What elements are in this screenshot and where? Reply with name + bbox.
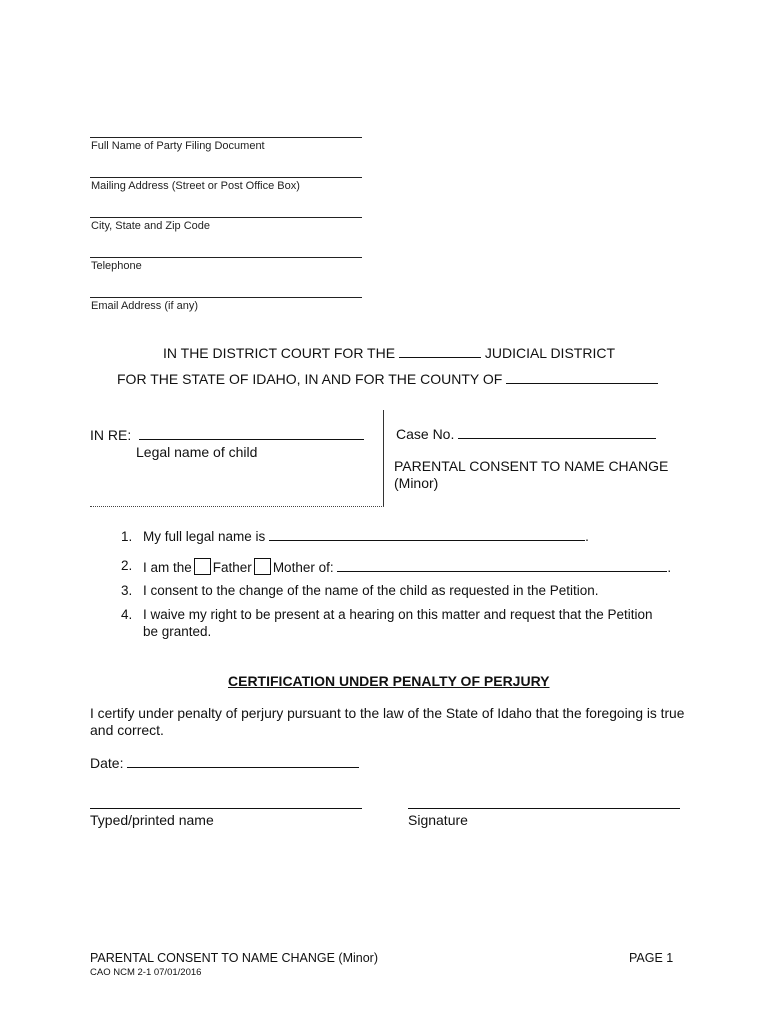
mailing-address-label: Mailing Address (Street or Post Office Box) bbox=[91, 180, 300, 192]
caption-bottom-rule bbox=[90, 506, 384, 507]
statement-2-prefix: I am the bbox=[143, 560, 192, 575]
mailing-address-line[interactable] bbox=[90, 177, 362, 178]
certification-line2: and correct. bbox=[90, 722, 164, 738]
date-line bbox=[90, 755, 359, 771]
signature-line[interactable] bbox=[408, 808, 680, 809]
child-name-statement-blank[interactable] bbox=[337, 571, 667, 572]
statement-2-number: 2. bbox=[121, 558, 133, 573]
date-blank[interactable] bbox=[127, 767, 359, 768]
footer-title: PARENTAL CONSENT TO NAME CHANGE (Minor) bbox=[90, 951, 379, 965]
judicial-district-blank[interactable] bbox=[399, 357, 481, 358]
statement-3-number: 3. bbox=[121, 583, 133, 598]
county-heading-text: FOR THE STATE OF IDAHO, IN AND FOR THE COUNTY OF bbox=[117, 371, 503, 387]
full-name-line[interactable] bbox=[90, 137, 362, 138]
in-re-line bbox=[90, 427, 364, 443]
in-re-label: IN RE: bbox=[90, 427, 132, 443]
city-state-zip-label: City, State and Zip Code bbox=[91, 220, 211, 232]
statement-1 bbox=[143, 529, 589, 544]
email-label: Email Address (if any) bbox=[91, 300, 198, 312]
full-legal-name-blank[interactable] bbox=[269, 540, 585, 541]
typed-name-line[interactable] bbox=[90, 808, 362, 809]
mother-label: Mother of: bbox=[272, 560, 334, 575]
statement-4-number: 4. bbox=[121, 607, 133, 622]
caption-divider bbox=[383, 410, 384, 507]
statement-1-period: . bbox=[585, 529, 589, 544]
child-name-blank[interactable] bbox=[139, 439, 364, 440]
legal-name-label: Legal name of child bbox=[136, 444, 258, 460]
case-number-label: Case No. bbox=[396, 426, 455, 442]
city-state-zip-line[interactable] bbox=[90, 217, 362, 218]
statement-4-line1: I waive my right to be present at a hearing on this matter and request that the Petition bbox=[143, 607, 653, 622]
document-title-minor: (Minor) bbox=[394, 475, 439, 491]
statement-2 bbox=[143, 558, 671, 575]
telephone-line[interactable] bbox=[90, 257, 362, 258]
father-label: Father bbox=[212, 560, 252, 575]
email-line[interactable] bbox=[90, 297, 362, 298]
statement-2-period: . bbox=[667, 560, 672, 575]
certification-heading: CERTIFICATION UNDER PENALTY OF PERJURY bbox=[228, 673, 550, 689]
father-checkbox[interactable] bbox=[194, 558, 211, 575]
case-number-line bbox=[396, 426, 656, 442]
date-label: Date: bbox=[90, 755, 124, 771]
statement-1-text: My full legal name is bbox=[143, 529, 266, 544]
footer-page-number: PAGE 1 bbox=[629, 951, 674, 965]
court-heading-prefix: IN THE DISTRICT COURT FOR THE bbox=[163, 345, 396, 361]
statement-1-number: 1. bbox=[121, 529, 133, 544]
court-heading-line2 bbox=[117, 371, 658, 387]
case-number-blank[interactable] bbox=[458, 438, 656, 439]
certification-line1: I certify under penalty of perjury pursuant to the law of the State of Idaho that the foregoing is true bbox=[90, 706, 685, 721]
telephone-label: Telephone bbox=[91, 260, 142, 272]
document-title: PARENTAL CONSENT TO NAME CHANGE bbox=[394, 458, 669, 474]
typed-name-label: Typed/printed name bbox=[90, 812, 214, 828]
county-blank[interactable] bbox=[506, 383, 658, 384]
statement-4-line2: be granted. bbox=[143, 624, 212, 639]
footer-form-code: CAO NCM 2-1 07/01/2016 bbox=[90, 967, 202, 978]
signature-label: Signature bbox=[408, 812, 468, 828]
statement-3-text: I consent to the change of the name of the child as requested in the Petition. bbox=[143, 583, 599, 598]
full-name-label: Full Name of Party Filing Document bbox=[91, 140, 265, 152]
mother-checkbox[interactable] bbox=[254, 558, 271, 575]
court-heading-line1 bbox=[163, 345, 615, 361]
court-heading-suffix: JUDICIAL DISTRICT bbox=[484, 345, 615, 361]
